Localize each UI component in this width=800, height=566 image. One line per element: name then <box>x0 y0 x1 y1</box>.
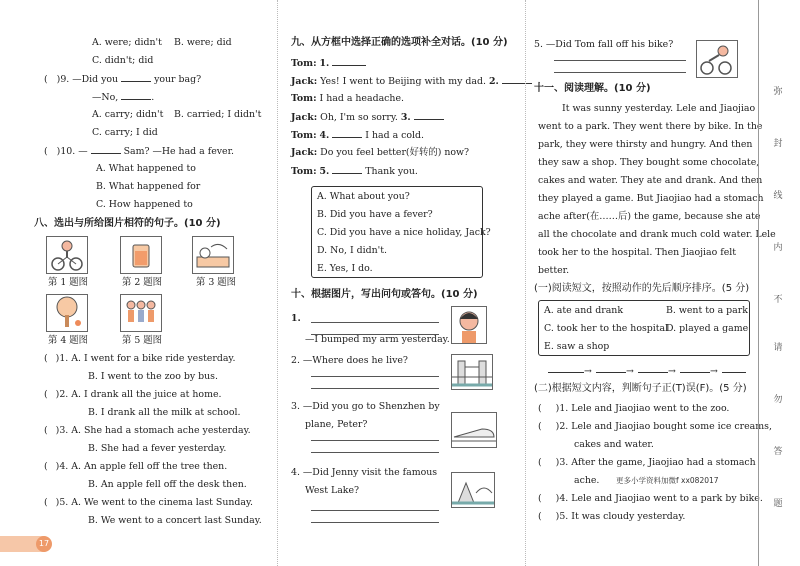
write-line[interactable] <box>311 322 439 323</box>
picture-q4-question-2: West Lake? <box>305 485 360 496</box>
tf-item-2: ( )2. Lele and Jiaojiao bought some ice creams, <box>538 421 772 432</box>
order-option-b: B. went to a park <box>666 305 748 316</box>
tf-item-5: ( )5. It was cloudy yesterday. <box>538 511 686 522</box>
picture-q2-question: 2. —Where does he live? <box>291 355 408 366</box>
dialogue-line-3: Tom: I had a headache. <box>291 93 404 104</box>
tf-item-4: ( )4. Lele and Jiaojiao went to a park by bike. <box>538 493 763 504</box>
column-divider <box>525 0 526 566</box>
seal-char: 弥 <box>773 87 783 97</box>
bridge-icon <box>452 355 492 389</box>
question-10: ( )10. — Sam? —He had a fever. <box>44 142 234 161</box>
fall-off-bike-picture <box>696 40 738 78</box>
people-icon <box>121 295 161 331</box>
seal-char: 答 <box>773 447 783 457</box>
seal-line <box>758 0 759 566</box>
sentence-2a: ( )2. A. I drank all the juice at home. <box>44 389 222 400</box>
order-option-e: E. saw a shop <box>544 341 610 352</box>
drinking-picture <box>120 236 162 274</box>
sentence-5b: B. We went to a concert last Sunday. <box>88 515 262 526</box>
caption-3: 第 3 题图 <box>196 277 237 288</box>
passage-line-7: ache after(在……后) the game, because she ate <box>538 211 761 222</box>
seal-char: 封 <box>773 139 783 149</box>
tf-item-2-cont: cakes and water. <box>574 439 654 450</box>
box-option-d: D. No, I didn't. <box>317 245 387 256</box>
write-line[interactable] <box>311 376 439 377</box>
answer-blank[interactable] <box>332 162 362 174</box>
caption-4: 第 4 题图 <box>48 335 89 346</box>
write-line[interactable] <box>554 60 686 61</box>
write-line[interactable] <box>311 440 439 441</box>
seal-char: 勿 <box>773 395 783 405</box>
cup-icon <box>121 237 161 273</box>
passage-line-9: took her to the hospital. Then Jiaojiao felt <box>538 247 737 258</box>
write-line[interactable] <box>311 522 439 523</box>
passage-line-5: cakes and water. They ate and drank. And then <box>538 175 763 186</box>
section-11-title: 十一、阅读理解。(10 分) <box>534 83 651 94</box>
arrow-icon: → <box>584 366 592 377</box>
dialogue-line-6: Jack: Do you feel better(好转的) now? <box>291 147 470 158</box>
west-lake-picture <box>451 472 495 508</box>
column-divider <box>277 0 278 566</box>
column-middle <box>291 0 517 566</box>
part-a-title: (一)阅读短文，按照动作的先后顺序排序。(5 分) <box>534 283 750 294</box>
boy-picture <box>451 306 487 344</box>
answer-blank[interactable] <box>332 126 362 138</box>
column-left <box>34 0 266 566</box>
sentence-1b: B. I went to the zoo by bus. <box>88 371 218 382</box>
passage-line-2: went to a park. They went there by bike. In the <box>538 121 763 132</box>
picture-q5-question: 5. —Did Tom fall off his bike? <box>534 39 674 50</box>
seal-char: 请 <box>773 343 783 353</box>
sentence-5a: ( )5. A. We went to the cinema last Sunday. <box>44 497 254 508</box>
order-blank-3[interactable] <box>638 372 668 373</box>
section-9-title: 九、从方框中选择正确的选项补全对话。(10 分) <box>291 37 508 48</box>
sentence-4b: B. An apple fell off the desk then. <box>88 479 247 490</box>
passage-line-4: they saw a shop. They bought some chocolate, <box>538 157 760 168</box>
sentence-4a: ( )4. A. An apple fell off the tree then. <box>44 461 228 472</box>
page-number: 17 <box>36 536 52 552</box>
dialogue-line-1: Tom: 1. <box>291 54 366 73</box>
q10-option-c: C. How happened to <box>96 199 193 210</box>
q8-option-c: C. didn't; did <box>92 55 154 66</box>
order-blank-1[interactable] <box>548 372 584 373</box>
arrow-icon: → <box>626 366 634 377</box>
caption-2: 第 2 题图 <box>122 277 163 288</box>
box-option-c: C. Did you have a nice holiday, Jack? <box>317 227 491 238</box>
picture-q4-question-1: 4. —Did Jenny visit the famous <box>291 467 438 478</box>
dialogue-line-7: Tom: 5. Thank you. <box>291 162 418 181</box>
order-blank-4[interactable] <box>680 372 710 373</box>
passage-line-8: all the chocolate and drank much cold water. Lele <box>538 229 776 240</box>
order-option-c: C. took her to the hospital <box>544 323 669 334</box>
order-option-a: A. ate and drank <box>544 305 624 316</box>
picture-q1-number: 1. <box>291 313 301 324</box>
answer-blank[interactable] <box>502 72 532 84</box>
seal-char: 内 <box>773 243 783 253</box>
q9-option-b: B. carried; I didn't <box>174 109 262 120</box>
tree-icon <box>47 295 87 331</box>
bike-ride-picture <box>46 236 88 274</box>
caption-1: 第 1 题图 <box>48 277 89 288</box>
passage-line-10: better. <box>538 265 570 276</box>
section-8-title: 八、选出与所给图片相符的句子。(10 分) <box>34 218 221 229</box>
seal-char: 线 <box>773 191 783 201</box>
train-picture <box>451 412 497 448</box>
arrow-icon: → <box>668 366 676 377</box>
write-line[interactable] <box>554 72 686 73</box>
concert-picture <box>120 294 162 332</box>
dialogue-line-5: Tom: 4. I had a cold. <box>291 126 424 145</box>
write-line[interactable] <box>311 388 439 389</box>
watermark-text: 更多小学资料加微f xx082017 <box>616 476 719 485</box>
q9-option-c: C. carry; I did <box>92 127 158 138</box>
passage-line-1: It was sunny yesterday. Lele and Jiaojiao <box>562 103 756 114</box>
passage-line-6: they played a game. But Jiaojiao had a stomach <box>538 193 764 204</box>
dialogue-line-2: Jack: Yes! I went to Beijing with my dad. 2. <box>291 72 532 91</box>
order-blank-2[interactable] <box>596 372 626 373</box>
answer-blank[interactable] <box>91 142 121 154</box>
sentence-3b: B. She had a fever yesterday. <box>88 443 227 454</box>
bike-icon <box>697 41 737 77</box>
order-option-d: D. played a game <box>666 323 749 334</box>
seal-char: 不 <box>773 295 783 305</box>
bike-icon <box>47 237 87 273</box>
write-line[interactable] <box>311 510 439 511</box>
passage-line-3: park, they were thirsty and hungry. And then <box>538 139 753 150</box>
sentence-3a: ( )3. A. She had a stomach ache yesterday. <box>44 425 251 436</box>
question-9: ( )9. —Did you your bag? <box>44 70 201 89</box>
box-option-a: A. What about you? <box>317 191 410 202</box>
q10-option-b: B. What happened for <box>96 181 201 192</box>
tf-item-3: ( )3. After the game, Jiaojiao had a stomach <box>538 457 756 468</box>
q8-option-a: A. were; didn't <box>92 37 162 48</box>
picture-q3-question-1: 3. —Did you go to Shenzhen by <box>291 401 440 412</box>
answer-blank[interactable] <box>414 108 444 120</box>
arrow-icon: → <box>710 366 718 377</box>
picture-q3-question-2: plane, Peter? <box>305 419 368 430</box>
dialogue-line-4: Jack: Oh, I'm so sorry. 3. <box>291 108 444 127</box>
seal-char: 题 <box>773 499 783 509</box>
apple-tree-picture <box>46 294 88 332</box>
tf-item-3-cont: ache. <box>574 475 600 486</box>
box-option-b: B. Did you have a fever? <box>317 209 433 220</box>
sentence-1a: ( )1. A. I went for a bike ride yesterday. <box>44 353 236 364</box>
picture-q1-answer: —I bumped my arm yesterday. <box>305 334 450 345</box>
section-10-title: 十、根据图片，写出问句或答句。(10 分) <box>291 289 478 300</box>
answer-blank[interactable] <box>332 54 366 66</box>
caption-5: 第 5 题图 <box>122 335 163 346</box>
q9-option-a: A. carry; didn't <box>92 109 164 120</box>
tower-bridge-picture <box>451 354 493 390</box>
sick-in-bed-picture <box>192 236 234 274</box>
train-icon <box>452 413 496 447</box>
order-blank-5[interactable] <box>722 372 746 373</box>
part-b-title: (二)根据短文内容，判断句子正(T)误(F)。(5 分) <box>534 383 747 394</box>
box-option-e: E. Yes, I do. <box>317 263 373 274</box>
q8-option-b: B. were; did <box>174 37 232 48</box>
column-right <box>534 0 776 566</box>
tf-item-1: ( )1. Lele and Jiaojiao went to the zoo. <box>538 403 730 414</box>
q9-no-line: —No, . <box>92 88 154 107</box>
pagoda-icon <box>452 473 494 507</box>
boy-icon <box>452 307 486 343</box>
answer-blank[interactable] <box>121 70 151 82</box>
sentence-2b: B. I drank all the milk at school. <box>88 407 241 418</box>
bed-icon <box>193 237 233 273</box>
answer-blank[interactable] <box>121 88 151 100</box>
q10-option-a: A. What happened to <box>96 163 196 174</box>
write-line[interactable] <box>311 452 439 453</box>
